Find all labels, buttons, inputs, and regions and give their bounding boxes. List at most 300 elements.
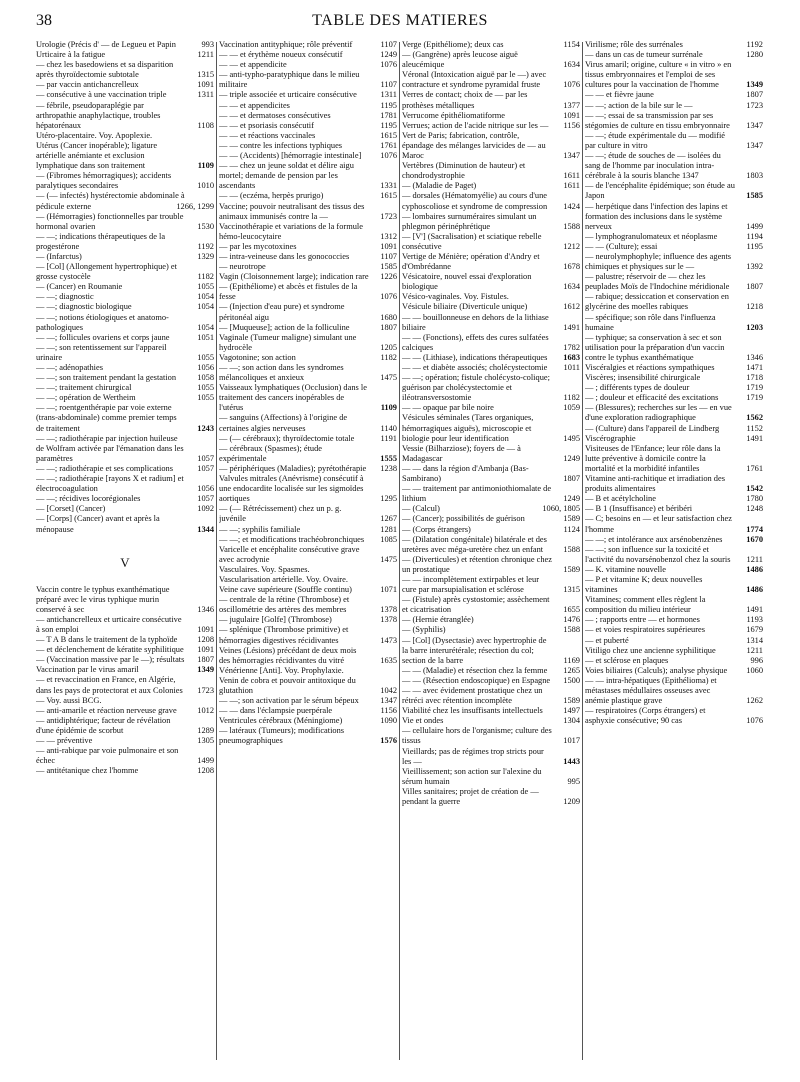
index-entry-page: 1091	[563, 110, 580, 120]
index-entry-page: 1349	[746, 80, 763, 90]
index-entry	[402, 504, 580, 514]
index-column-3	[402, 40, 580, 1070]
index-entry	[585, 40, 763, 50]
index-entry-page: 1169	[563, 655, 580, 665]
index-entry	[219, 131, 397, 141]
index-entry-page: 1576	[380, 736, 397, 746]
index-entry-page: 1194	[746, 231, 763, 241]
index-entry	[36, 191, 214, 211]
index-entry-text: — et déclenchement de kératite syphilitique	[36, 645, 184, 655]
index-entry-page: 1085	[380, 534, 397, 544]
index-entry-text: — —; essai de sa transmission par ses stégomies de culture en tissu embryonnaire	[585, 110, 730, 130]
index-entry	[402, 484, 580, 504]
index-entry-text: Verrues; action de l'acide nitrique sur les —	[402, 120, 549, 130]
index-entry-text: — —; radiothérapie par injection huileuse de Wolfram activée par l'émanation dans les paramètres	[36, 433, 184, 463]
index-entry-text: Verrucome épithéliomatiforme	[402, 110, 506, 120]
index-entry-page: 1124	[563, 524, 580, 534]
index-entry-text: — et voies respiratoires supérieures	[585, 625, 706, 635]
index-entry-page: 1495	[563, 433, 580, 443]
index-entry-text: — —; et intolérance aux arsénobenzènes	[585, 534, 723, 544]
index-entry-text: — —; action de la bile sur le —	[585, 100, 693, 110]
index-entry-text: — herpétique dans l'infection des lapins et formation des inclusions dans le système nerveux	[585, 201, 728, 231]
index-entry-text: — (Fistule) après cystostomie; assèchement et cicatrisation	[402, 595, 550, 615]
index-entry	[219, 191, 397, 201]
index-entry-text: — neurolymphophyle; influence des agents chimiques et physiques sur le —	[585, 251, 732, 272]
index-entry-page: 1195	[746, 241, 763, 251]
index-entry	[36, 333, 214, 343]
index-entry	[219, 706, 397, 716]
index-entry	[219, 70, 397, 90]
index-entry-text: — et puberté	[585, 635, 629, 645]
index-entry-page: 993	[201, 40, 214, 49]
index-entry-page: 1585	[380, 262, 397, 272]
index-entry-text: — (— Rétrécissement) chez un p. g. juvénile	[219, 504, 342, 524]
index-entry	[219, 101, 397, 111]
index-entry	[36, 50, 214, 60]
index-entry-page: 1486	[746, 585, 763, 595]
index-entry-text: — splénique (Thrombose primitive) et hémorragies digestives récidivantes	[219, 625, 349, 645]
index-entry-text: — (Culture) dans l'appareil de Lindberg	[585, 423, 720, 433]
index-entry-text: — et revaccination en France, en Algérie, dans les pays de protectorat et aux Colonies	[36, 675, 183, 695]
index-entry-page: 1615	[380, 191, 397, 201]
index-entry-text: Urologie (Précis d' — de Legueu et Papin	[36, 40, 176, 49]
index-entry-page: 1634	[563, 282, 580, 292]
index-entry-text: — — dans la région d'Ambanja (Bas-Sambirano)	[402, 463, 529, 484]
index-entry	[585, 131, 763, 151]
index-entry	[402, 747, 580, 767]
index-entry-page: 1424	[563, 201, 580, 211]
index-entry	[402, 302, 580, 312]
index-entry-text: Veines (Lésions) précédant de deux mois des hémorragies récidivantes du vitré	[219, 645, 357, 665]
index-entry-text: — antidiphtérique; facteur de révélation d'une épidémie de scorbut	[36, 715, 171, 735]
index-entry	[36, 101, 214, 131]
index-entry-page: 1092	[197, 504, 214, 514]
index-entry	[36, 635, 214, 645]
index-entry-text: — — (Maladie) et résection chez la femme	[402, 665, 548, 675]
index-entry	[219, 434, 397, 444]
index-entry-page: 1392	[746, 262, 763, 272]
index-entry-page: 1314	[746, 635, 763, 645]
index-entry	[402, 40, 580, 50]
index-entry	[219, 696, 397, 706]
index-entry-text: — fébrile, pseudoparaplégie par arthropathie anaphylactique, troubles hépatorénaux	[36, 100, 161, 130]
index-entry	[36, 494, 214, 504]
index-entry-text: — — et fièvre jaune	[585, 90, 654, 100]
index-entry-page: 1205	[380, 342, 397, 352]
index-entry-text: — B 1 (Insuffisance) et béribéri	[585, 504, 693, 514]
index-entry	[36, 766, 214, 776]
index-entry	[219, 575, 397, 585]
index-entry	[402, 111, 580, 121]
index-entry	[36, 655, 214, 665]
index-entry-page: 1312	[380, 231, 397, 241]
index-entry	[36, 171, 214, 191]
index-entry	[402, 555, 580, 575]
index-entry-text: Vaccination par le virus amaril	[36, 665, 139, 675]
index-entry-page: 1491	[563, 322, 580, 332]
index-entry	[585, 514, 763, 534]
index-entry-page: 1588	[563, 221, 580, 231]
index-entry	[402, 787, 580, 807]
index-entry-text: — — chez un jeune soldat et délire aigu mortel; demande de pension par les ascendants	[219, 161, 354, 191]
column-divider	[216, 42, 217, 1060]
index-entry	[36, 80, 214, 90]
index-entry-text: — (Hémorragies) fonctionnelles par trouble hormonal ovarien	[36, 211, 184, 231]
index-entry	[36, 282, 214, 292]
page-number: 38	[36, 12, 52, 29]
index-entry	[219, 50, 397, 60]
index-entry-page: 1051	[197, 332, 214, 342]
index-entry	[402, 575, 580, 595]
index-entry	[402, 161, 580, 181]
index-entry-text: — (Dilatation congénitale) bilatérale et des uretères avec méga-uretère chez un enfant	[402, 534, 547, 554]
index-entry-page: 1807	[746, 90, 763, 100]
index-entry	[219, 60, 397, 70]
index-entry-text: — anti-typho-paratyphique dans le milieu militaire	[219, 70, 360, 90]
index-entry-text: — et sclérose en plaques	[585, 655, 669, 665]
index-entry-page: 1305	[197, 736, 214, 745]
index-entry	[219, 676, 397, 696]
index-entry-text: — C; besoins en — et leur satisfaction chez l'homme	[585, 514, 732, 534]
index-entry-text: — consécutive à une vaccination triple	[36, 90, 167, 100]
index-entry-page: 1109	[380, 403, 397, 413]
index-entry-page: 995	[567, 776, 580, 786]
index-entry-page: 1156	[380, 706, 397, 716]
index-entry-text: Vésicules séminales (Tares organiques, hémorragiques aiguës), microscopie et biologie pour leur identification	[402, 413, 534, 443]
index-entry-page: 1055	[197, 282, 214, 292]
index-entry	[36, 434, 214, 464]
index-entry	[36, 141, 214, 171]
index-entry-page: 1076	[380, 151, 397, 161]
index-entry-page: 1248	[746, 504, 763, 514]
index-entry	[36, 393, 214, 403]
index-entry	[36, 363, 214, 373]
index-entry-text: — par les mycotoxines	[219, 241, 297, 251]
index-entry-page: 1054	[197, 302, 214, 312]
index-entry-page: 1634	[563, 60, 580, 70]
index-entry-page: 1349	[197, 665, 214, 675]
index-entry-page: 1315	[563, 585, 580, 595]
index-entry-text: — —; opération de Wertheim	[36, 393, 136, 403]
index-entry	[36, 665, 214, 675]
index-entry-text: — —; son influence sur la toxicité et l'activité du novarsénobenzol chez la souris	[585, 544, 731, 564]
index-entry	[585, 656, 763, 666]
index-entry-text: — — (Résection endoscopique) en Espagne	[402, 675, 551, 685]
index-columns	[36, 40, 764, 1070]
index-entry-page: 1107	[380, 251, 397, 261]
index-entry-text: — neurotrope	[219, 262, 266, 272]
index-entry-text: — — et dermatoses consécutives	[219, 110, 331, 120]
page-header	[36, 10, 764, 36]
index-entry-text: — —; follicules ovariens et corps jaune	[36, 332, 170, 342]
index-entry-text: Vaisseaux lymphatiques (Occlusion) dans le traitement des cancers inopérables de l'utérus	[219, 383, 367, 413]
index-entry-text: — chez les basedowiens et sa disparition après thyroïdectomie subtotale	[36, 60, 174, 80]
index-entry-page: 1499	[746, 221, 763, 231]
index-entry-text: — —; étude de souches de — isolées du sang de l'homme par inoculation intra-cérébrale à la souris blanche 1347	[585, 151, 721, 181]
index-entry	[36, 504, 214, 514]
index-entry-text: — périphériques (Maladies); pyrétothérapie	[219, 463, 367, 473]
index-entry-page: 1611	[563, 181, 580, 191]
index-entry-page: 1331	[380, 181, 397, 191]
index-entry	[219, 565, 397, 575]
index-entry-page: 1265	[563, 665, 580, 675]
index-entry-page: 1091	[197, 645, 214, 655]
index-entry-text: — antitétanique chez l'homme	[36, 766, 139, 776]
index-entry-text: — — bouillonneuse en dehors de la lithiase biliaire	[402, 312, 549, 332]
index-entry-text: — sanguins (Affections) à l'origine de certaines algies nerveuses	[219, 413, 348, 433]
index-entry	[585, 706, 763, 726]
index-entry-text: Vitamine anti-rachitique et irradiation des produits alimentaires	[585, 474, 725, 494]
index-entry-text: — —; son retentissement sur l'appareil urinaire	[36, 342, 167, 362]
index-entry	[219, 504, 397, 524]
index-entry	[402, 706, 580, 716]
index-entry	[219, 161, 397, 191]
index-entry-page: 1782	[563, 342, 580, 352]
index-entry	[585, 111, 763, 131]
index-entry-page: 1589	[563, 696, 580, 706]
index-entry-page: 1344	[197, 524, 214, 534]
index-entry-text: — cérébraux (Spasmes); étude expérimentale	[219, 443, 323, 463]
index-entry-page: 1807	[197, 655, 214, 665]
index-entry-page: 1060	[746, 665, 763, 675]
index-entry-text: — —; diagnostic	[36, 292, 94, 302]
index-entry-text: — [V'] (Sacralisation) et sciatique rebelle consécutive	[402, 231, 542, 251]
index-entry	[402, 767, 580, 787]
index-entry	[36, 645, 214, 655]
index-entry	[585, 373, 763, 383]
index-entry-page: 1056	[197, 484, 214, 494]
index-entry-text: Vénérienne [Anti]. Voy. Prophylaxie.	[219, 665, 344, 675]
index-entry-text: Vaccin contre le typhus exanthématique préparé avec le virus typhique murin conservé à sec	[36, 584, 170, 614]
index-entry	[219, 444, 397, 464]
index-entry-page: 1203	[746, 322, 763, 332]
index-entry	[36, 585, 214, 615]
index-entry	[36, 313, 214, 333]
index-entry-text: — anti-amarile et réaction nerveuse grave	[36, 705, 177, 715]
index-entry	[402, 615, 580, 625]
index-entry-page: 1195	[380, 100, 397, 110]
index-entry-page: 1281	[380, 524, 397, 534]
index-entry-text: — B et acétylcholine	[585, 494, 656, 504]
index-entry-text: Villes sanitaires; projet de création de — pendant la guerre	[402, 786, 539, 807]
index-entry	[219, 383, 397, 413]
index-entry	[402, 232, 580, 252]
index-entry	[585, 636, 763, 646]
index-entry-page: 1055	[197, 393, 214, 403]
index-entry-page: 1670	[746, 534, 763, 544]
index-entry-text: — anti-rabique par voie pulmonaire et son échec	[36, 746, 179, 766]
index-entry-text: — (Epithéliome) et abcès et fistules de la fesse	[219, 282, 358, 302]
index-entry-page: 1723	[197, 685, 214, 695]
index-entry-page: 1091	[197, 624, 214, 634]
index-entry	[219, 353, 397, 363]
index-entry	[585, 504, 763, 514]
index-entry-text: Vert de Paris; fabrication, contrôle, épandage des mélanges larvicides de — au Maroc	[402, 130, 546, 161]
index-entry-page: 1679	[746, 625, 763, 635]
index-entry-page: 1195	[380, 120, 397, 130]
index-entry-page: 1346	[197, 604, 214, 614]
index-entry	[402, 252, 580, 272]
index-entry	[402, 686, 580, 706]
index-entry	[402, 333, 580, 353]
index-entry	[219, 242, 397, 252]
index-entry-text: — — et appendicites	[219, 100, 290, 110]
index-entry-text: — [Corset] (Cancer)	[36, 504, 106, 514]
index-entry-text: Vertèbres (Diminution de hauteur) et chondrodystrophie	[402, 161, 526, 181]
index-entry	[402, 676, 580, 686]
index-entry-text: Utérus (Cancer inopérable); ligature artérielle anémiante et exclusion lymphatique dans son traitement	[36, 140, 158, 171]
index-entry	[219, 323, 397, 333]
index-entry-page: 1243	[197, 423, 214, 433]
index-entry	[585, 90, 763, 100]
index-entry-page: 1191	[380, 433, 397, 443]
index-entry-text: — — (Lithiase), indications thérapeutiques	[402, 352, 548, 362]
index-entry-text: Vaccination antityphique; rôle préventif	[219, 40, 353, 49]
index-entry	[585, 393, 763, 403]
index-entry	[219, 111, 397, 121]
index-entry-page: 1347	[746, 120, 763, 130]
index-entry-page: 1311	[197, 90, 214, 100]
index-entry-page: 1057	[197, 453, 214, 463]
index-entry-page: 1761	[746, 463, 763, 473]
index-entry-page: 1612	[563, 302, 580, 312]
index-entry-page: 1212	[563, 241, 580, 251]
index-entry-page: 1589	[563, 514, 580, 524]
page-title: TABLE DES MATIERES	[312, 12, 488, 29]
index-column-4	[585, 40, 763, 1070]
index-entry	[219, 726, 397, 746]
index-entry	[36, 262, 214, 282]
index-entry	[585, 202, 763, 232]
index-entry-text: — lombaires surnuméraires simulant un phlegmon périnéphrétique	[402, 211, 537, 231]
index-entry-text: — palustre; réservoir de — chez les peuplades Moïs de l'Indochine méridionale	[585, 272, 730, 292]
index-entry	[585, 625, 763, 635]
index-entry	[219, 625, 397, 645]
index-entry-page: 1156	[563, 120, 580, 130]
index-entry-page: 1076	[380, 292, 397, 302]
index-entry-page: 1058	[197, 373, 214, 383]
index-entry	[402, 413, 580, 443]
index-entry-page: 1249	[563, 453, 580, 463]
index-entry	[585, 333, 763, 363]
index-entry	[402, 716, 580, 726]
index-entry-text: Vésico-vaginales. Voy. Fistules.	[402, 292, 509, 302]
index-entry-text: — — dans l'éclampsie puerpérale	[219, 706, 333, 716]
index-entry-page: 1311	[380, 90, 397, 100]
index-entry-text: — (Fibromes hémorragiques); accidents paralytiques secondaires	[36, 171, 172, 191]
index-entry-page: 1262	[746, 696, 763, 706]
index-entry-text: Viscères; insensibilité chirurgicale	[585, 373, 701, 383]
index-entry-text: — —; étude expérimentale du — modifié par culture in vitro	[585, 130, 726, 150]
index-entry-page: 1249	[563, 494, 580, 504]
index-entry-text: — —; indications thérapeutiques de la progestérone	[36, 231, 166, 251]
index-entry-text: Vaginale (Tumeur maligne) simulant une hydrocèle	[219, 332, 357, 352]
index-entry	[585, 646, 763, 656]
index-entry	[36, 373, 214, 383]
index-entry-text: Varicelle et encéphalite consécutive grave avec acrodynie	[219, 544, 360, 564]
index-entry-text: Vieillissement; son action sur l'alexine du sérum humain	[402, 766, 542, 786]
index-entry-text: — — préventive	[36, 736, 93, 745]
index-entry-text: — —; radiothérapie et ses complications	[36, 463, 173, 473]
index-entry	[219, 464, 397, 474]
index-entry-text: Virus amaril; origine, culture « in vitro » en tissus embryonnaires et l'emploi de ses cultures pour la vaccination de l'homme	[585, 60, 732, 90]
index-entry-text: — (Diverticules) et rétention chronique chez un prostatique	[402, 554, 552, 574]
index-entry-page: 1182	[197, 272, 214, 282]
index-entry-page: 1781	[380, 110, 397, 120]
index-entry-page: 1218	[746, 302, 763, 312]
index-entry-page: 1780	[746, 494, 763, 504]
index-entry-page: 1803	[746, 171, 763, 181]
index-entry	[402, 50, 580, 70]
index-entry	[585, 444, 763, 474]
index-entry-page: 1090	[380, 716, 397, 726]
index-entry-page: 1723	[746, 100, 763, 110]
index-entry-page: 1761	[380, 140, 397, 150]
index-entry	[219, 282, 397, 302]
index-entry-page: 1476	[563, 615, 580, 625]
column-divider	[399, 42, 400, 1060]
index-entry-text: Vieillards; pas de régimes trop stricts pour les —	[402, 746, 544, 766]
index-entry-text: — ; différents types de douleur	[585, 383, 690, 393]
index-entry-text: Vitamines; comment elles règlent la composition du milieu intérieur	[585, 595, 706, 615]
index-entry-text: — —; syphilis familiale	[219, 524, 301, 534]
index-entry-page: 1542	[746, 484, 763, 494]
index-entry-page: 1347	[563, 151, 580, 161]
index-entry	[219, 202, 397, 222]
index-entry-page: 1012	[197, 705, 214, 715]
index-entry-text: — rabique; dessiccation et conservation en glycérine des moelles rabiques	[585, 292, 729, 312]
index-entry-text: Vaccine; pouvoir neutralisant des tissus des animaux immunisés contre la —	[219, 201, 365, 221]
index-entry-page: 1055	[197, 383, 214, 393]
index-entry-text: Voies biliaires (Calculs); analyse physique	[585, 665, 728, 675]
index-entry-page: 1555	[380, 453, 397, 463]
index-entry-page: 1491	[746, 605, 763, 615]
index-entry	[585, 474, 763, 494]
index-entry-text: — [Col] (Allongement hypertrophique) et grosse cystocèle	[36, 262, 177, 282]
index-entry	[402, 181, 580, 191]
index-entry	[585, 292, 763, 312]
index-entry-page: 1347	[380, 696, 397, 706]
index-entry-text: — centrale de la rétine (Thrombose) et oscillométrie des artères des membres	[219, 595, 350, 615]
index-entry-text: — (Cancer); possibilités de guérison	[402, 514, 525, 524]
index-entry	[585, 60, 763, 90]
index-entry-page: 1611	[563, 171, 580, 181]
index-entry-page: 1076	[746, 716, 763, 726]
index-entry-page: 1304	[563, 716, 580, 726]
index-entry-text: Vésicule biliaire (Diverticule unique)	[402, 302, 528, 312]
index-entry	[585, 101, 763, 111]
index-entry-text: — — (Culture); essai	[585, 241, 658, 251]
index-entry	[36, 302, 214, 312]
index-entry	[402, 444, 580, 464]
index-entry-page: 1473	[380, 635, 397, 645]
index-entry-text: — T A B dans le traitement de la typhoïde	[36, 635, 178, 645]
index-entry	[585, 403, 763, 423]
index-entry	[219, 333, 397, 353]
index-entry-page: 1589	[563, 564, 580, 574]
index-entry	[219, 474, 397, 504]
index-entry	[219, 252, 397, 262]
index-entry-page: 1499	[197, 756, 214, 766]
index-entry-text: — (Injection d'eau pure) et syndrome péritonéal aigu	[219, 302, 345, 322]
index-entry	[585, 151, 763, 181]
index-entry-page: 1475	[380, 554, 397, 564]
index-entry-text: Viabilité chez les insuffisants intellectuels	[402, 706, 543, 716]
index-entry-page: 1226	[380, 272, 397, 282]
index-entry-page: 1346	[746, 352, 763, 362]
index-entry	[36, 131, 214, 141]
index-entry	[219, 595, 397, 615]
